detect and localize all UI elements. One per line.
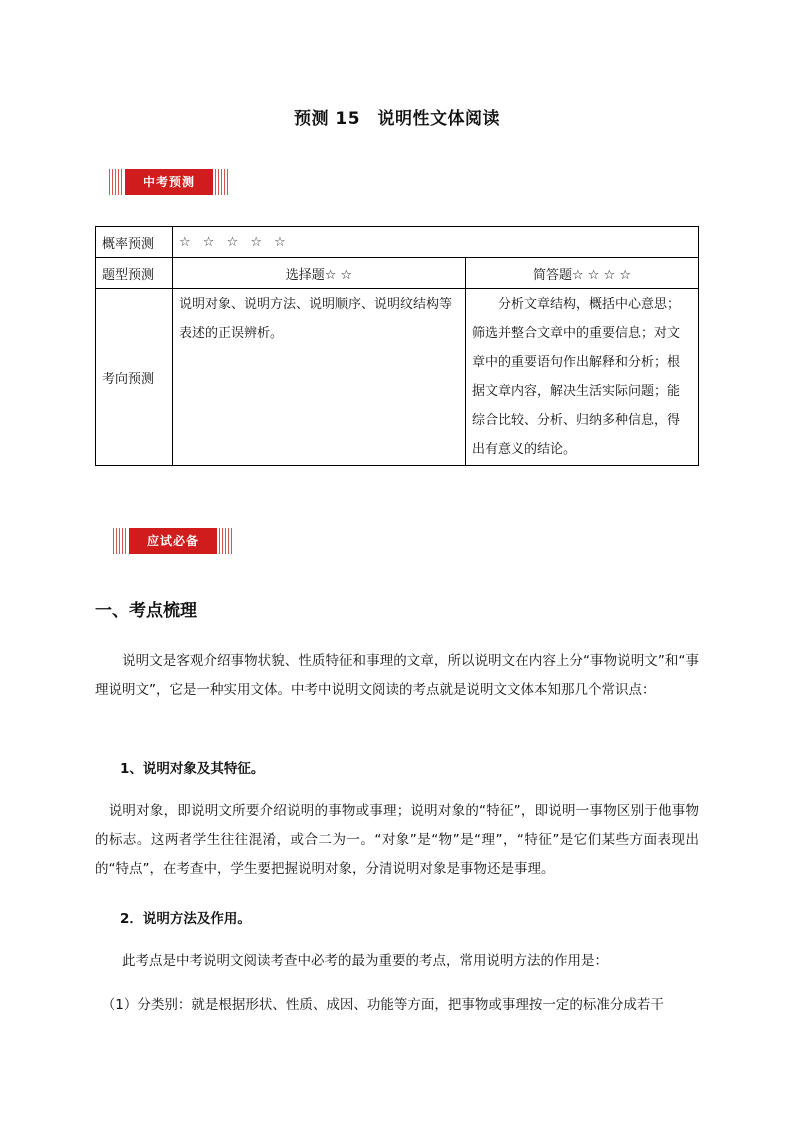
- probability-stars: [173, 227, 699, 258]
- point2-paragraph: 此考点是中考说明文阅读考查中必考的最为重要的考点，常用说明方法的作用是：: [95, 953, 608, 969]
- stars-text: ☆ ☆ ☆ ☆ ☆: [179, 234, 290, 250]
- banner-stripes-right: [215, 169, 229, 195]
- row-label: 题型预测: [96, 258, 173, 289]
- banner-exam-prep: [113, 528, 233, 554]
- choice-question-cell: 选择题☆ ☆: [173, 258, 466, 289]
- answer-direction-cell: [466, 289, 699, 466]
- point1-title: 1、说明对象及其特征。: [120, 761, 265, 777]
- banner-label: 应试必备: [129, 528, 217, 554]
- banner-stripes-right: [219, 528, 233, 554]
- intro-paragraph: 说明文是客观介绍事物状貌、性质特征和事理的文章，所以说明文在内容上分“事物说明文”和“事理说明文”，它是一种实用文体。中考中说明文阅读的考点就是说明文文体本知那几个常识点：: [95, 653, 699, 698]
- row-label: 概率预测: [96, 227, 173, 258]
- banner-exam-prediction: [109, 169, 229, 195]
- choice-direction-cell: [173, 289, 466, 466]
- table-row: [96, 227, 699, 258]
- point2-item1: （1）分类别：就是根据形状、性质、成因、功能等方面，把事物或事理按一定的标准分成若干: [95, 997, 664, 1013]
- choice-direction-text: 说明对象、说明方法、说明顺序、说明纹结构等表述的正误辨析。: [179, 297, 453, 341]
- banner-stripes-left: [109, 169, 123, 195]
- point1-paragraph: 说明对象，即说明文所要介绍说明的事物或事理；说明对象的“特征”，即说明一事物区别于他事物的标志。这两者学生往往混淆，或合二为一。“对象”是“物”是“理”，“特征”是它们某些方面表现出的“特点”，在考查中，学生要把握说明对象，分清说明对象是事物还是事理。: [95, 803, 699, 877]
- prediction-table: [95, 226, 699, 466]
- answer-direction-text: 分析文章结构，概括中心意思；筛选并整合文章中的重要信息；对文章中的重要语句作出解释和分析；根据文章内容，解决生活实际问题；能综合比较、分析、归纳多种信息，得出有意义的结论。: [472, 297, 681, 457]
- banner-label: 中考预测: [125, 169, 213, 195]
- banner-stripes-left: [113, 528, 127, 554]
- row-label: 考向预测: [96, 289, 173, 466]
- table-row: [96, 258, 699, 289]
- short-answer-cell: 简答题☆ ☆ ☆ ☆: [466, 258, 699, 289]
- page-title: 预测 15 说明性文体阅读: [293, 109, 501, 129]
- table-row: [96, 289, 699, 466]
- section-heading: 一、考点梳理: [95, 601, 197, 621]
- point2-title: 2．说明方法及作用。: [120, 911, 251, 927]
